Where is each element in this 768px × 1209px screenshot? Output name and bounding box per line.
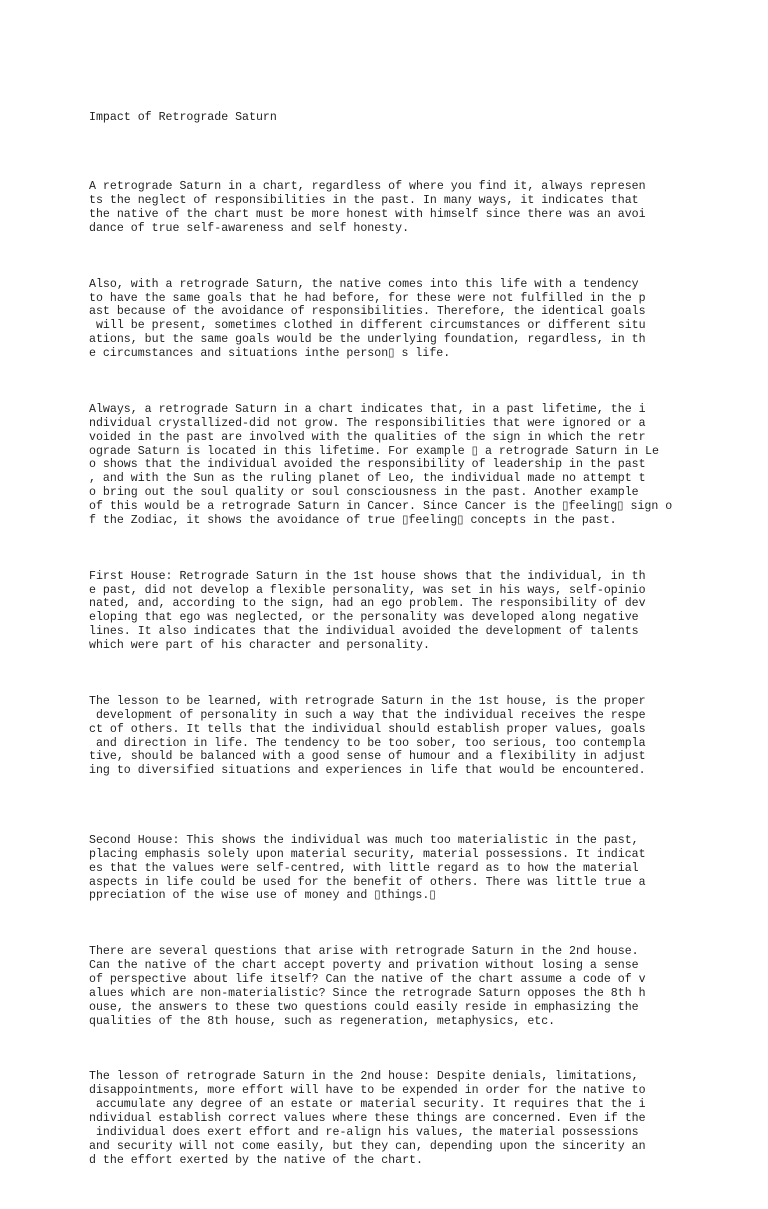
paragraph-first-house-lesson: The lesson to be learned, with retrograde Saturn in the 1st house, is the proper development of personality in such a way that the individual receives the respe ct of others. It tells that the individual should establish proper values, goals and direction in life. The tendency to be too sober, too serious, too contempla tive, should be balanced with a good sense of humour and a flexibility in adjust ing to diversified situations and experiences in life that would be encountered. bbox=[89, 694, 646, 778]
paragraph-crystallized: Always, a retrograde Saturn in a chart indicates that, in a past lifetime, the i ndividual crystallized-did not grow. The responsibilities that were ignored or a voided in the past are involved with the qualities of the sign in which the retr ograde Saturn is located in this lifetime. For example ▯ a retrograde Saturn in Le o shows that the individual avoided the responsibility of leadership in the past , and with the Sun as the ruling planet of Leo, the individual made no attempt t o bring out the soul quality or soul consciousness in the past. Another example of this would be a retrograde Saturn in Cancer. Since Cancer is the ▯feeling▯ sign o f the Zodiac, it shows the avoidance of true ▯feeling▯ concepts in the past. bbox=[89, 402, 673, 528]
paragraph-second-house-questions: There are several questions that arise with retrograde Saturn in the 2nd house. Can the native of the chart accept poverty and privation without losing a sense of perspective about life itself? Can the native of the chart assume a code of v alues which are non-materialistic? Since the retrograde Saturn opposes the 8th h ouse, the answers to these two questions could easily reside in emphasizing the qualities of the 8th house, such as regeneration, metaphysics, etc. bbox=[89, 945, 646, 1028]
document-body bbox=[89, 83, 719, 1209]
paragraph-same-goals: Also, with a retrograde Saturn, the native comes into this life with a tendency to have the same goals that he had before, for these were not fulfilled in the p ast because of the avoidance of responsibilities. Therefore, the identical goals will be present, sometimes clothed in different circumstances or different situ ations, but the same goals would be the underlying foundation, regardless, in th e circumstances and situations inthe person▯ s life. bbox=[89, 277, 646, 361]
paragraph-first-house: First House: Retrograde Saturn in the 1st house shows that the individual, in th e past, did not develop a flexible personality, was set in his ways, self-opinio nated, and, according to the sign, had an ego problem. The responsibility of dev eloping that ego was neglected, or the personality was developed along negative lines. It also indicates that the individual avoided the development of talents which were part of his character and personality. bbox=[89, 569, 646, 653]
paragraph-second-house: Second House: This shows the individual was much too materialistic in the past, placing emphasis solely upon material security, material possessions. It indicat es that the values were self-centred, with little regard as to how the material aspects in life could be used for the benefit of others. There was little true a ppreciation of the wise use of money and ▯things.▯ bbox=[89, 833, 646, 903]
paragraph-retrograde-intro: A retrograde Saturn in a chart, regardless of where you find it, always represen ts the neglect of responsibilities in the past. In many ways, it indicates that the native of the chart must be more honest with himself since there was an avoi dance of true self-awareness and self honesty. bbox=[89, 180, 646, 236]
document-title: Impact of Retrograde Saturn bbox=[89, 110, 277, 124]
paragraph-second-house-lesson: The lesson of retrograde Saturn in the 2nd house: Despite denials, limitations, disappointments, more effort will have to be expended in order for the native to accumulate any degree of an estate or material security. It requires that the i ndividual establish correct values where these things are concerned. Even if the individual does exert effort and re-align his values, the material possessions and security will not come easily, but they can, depending upon the sincerity an d the effort exerted by the native of the chart. bbox=[89, 1070, 646, 1167]
